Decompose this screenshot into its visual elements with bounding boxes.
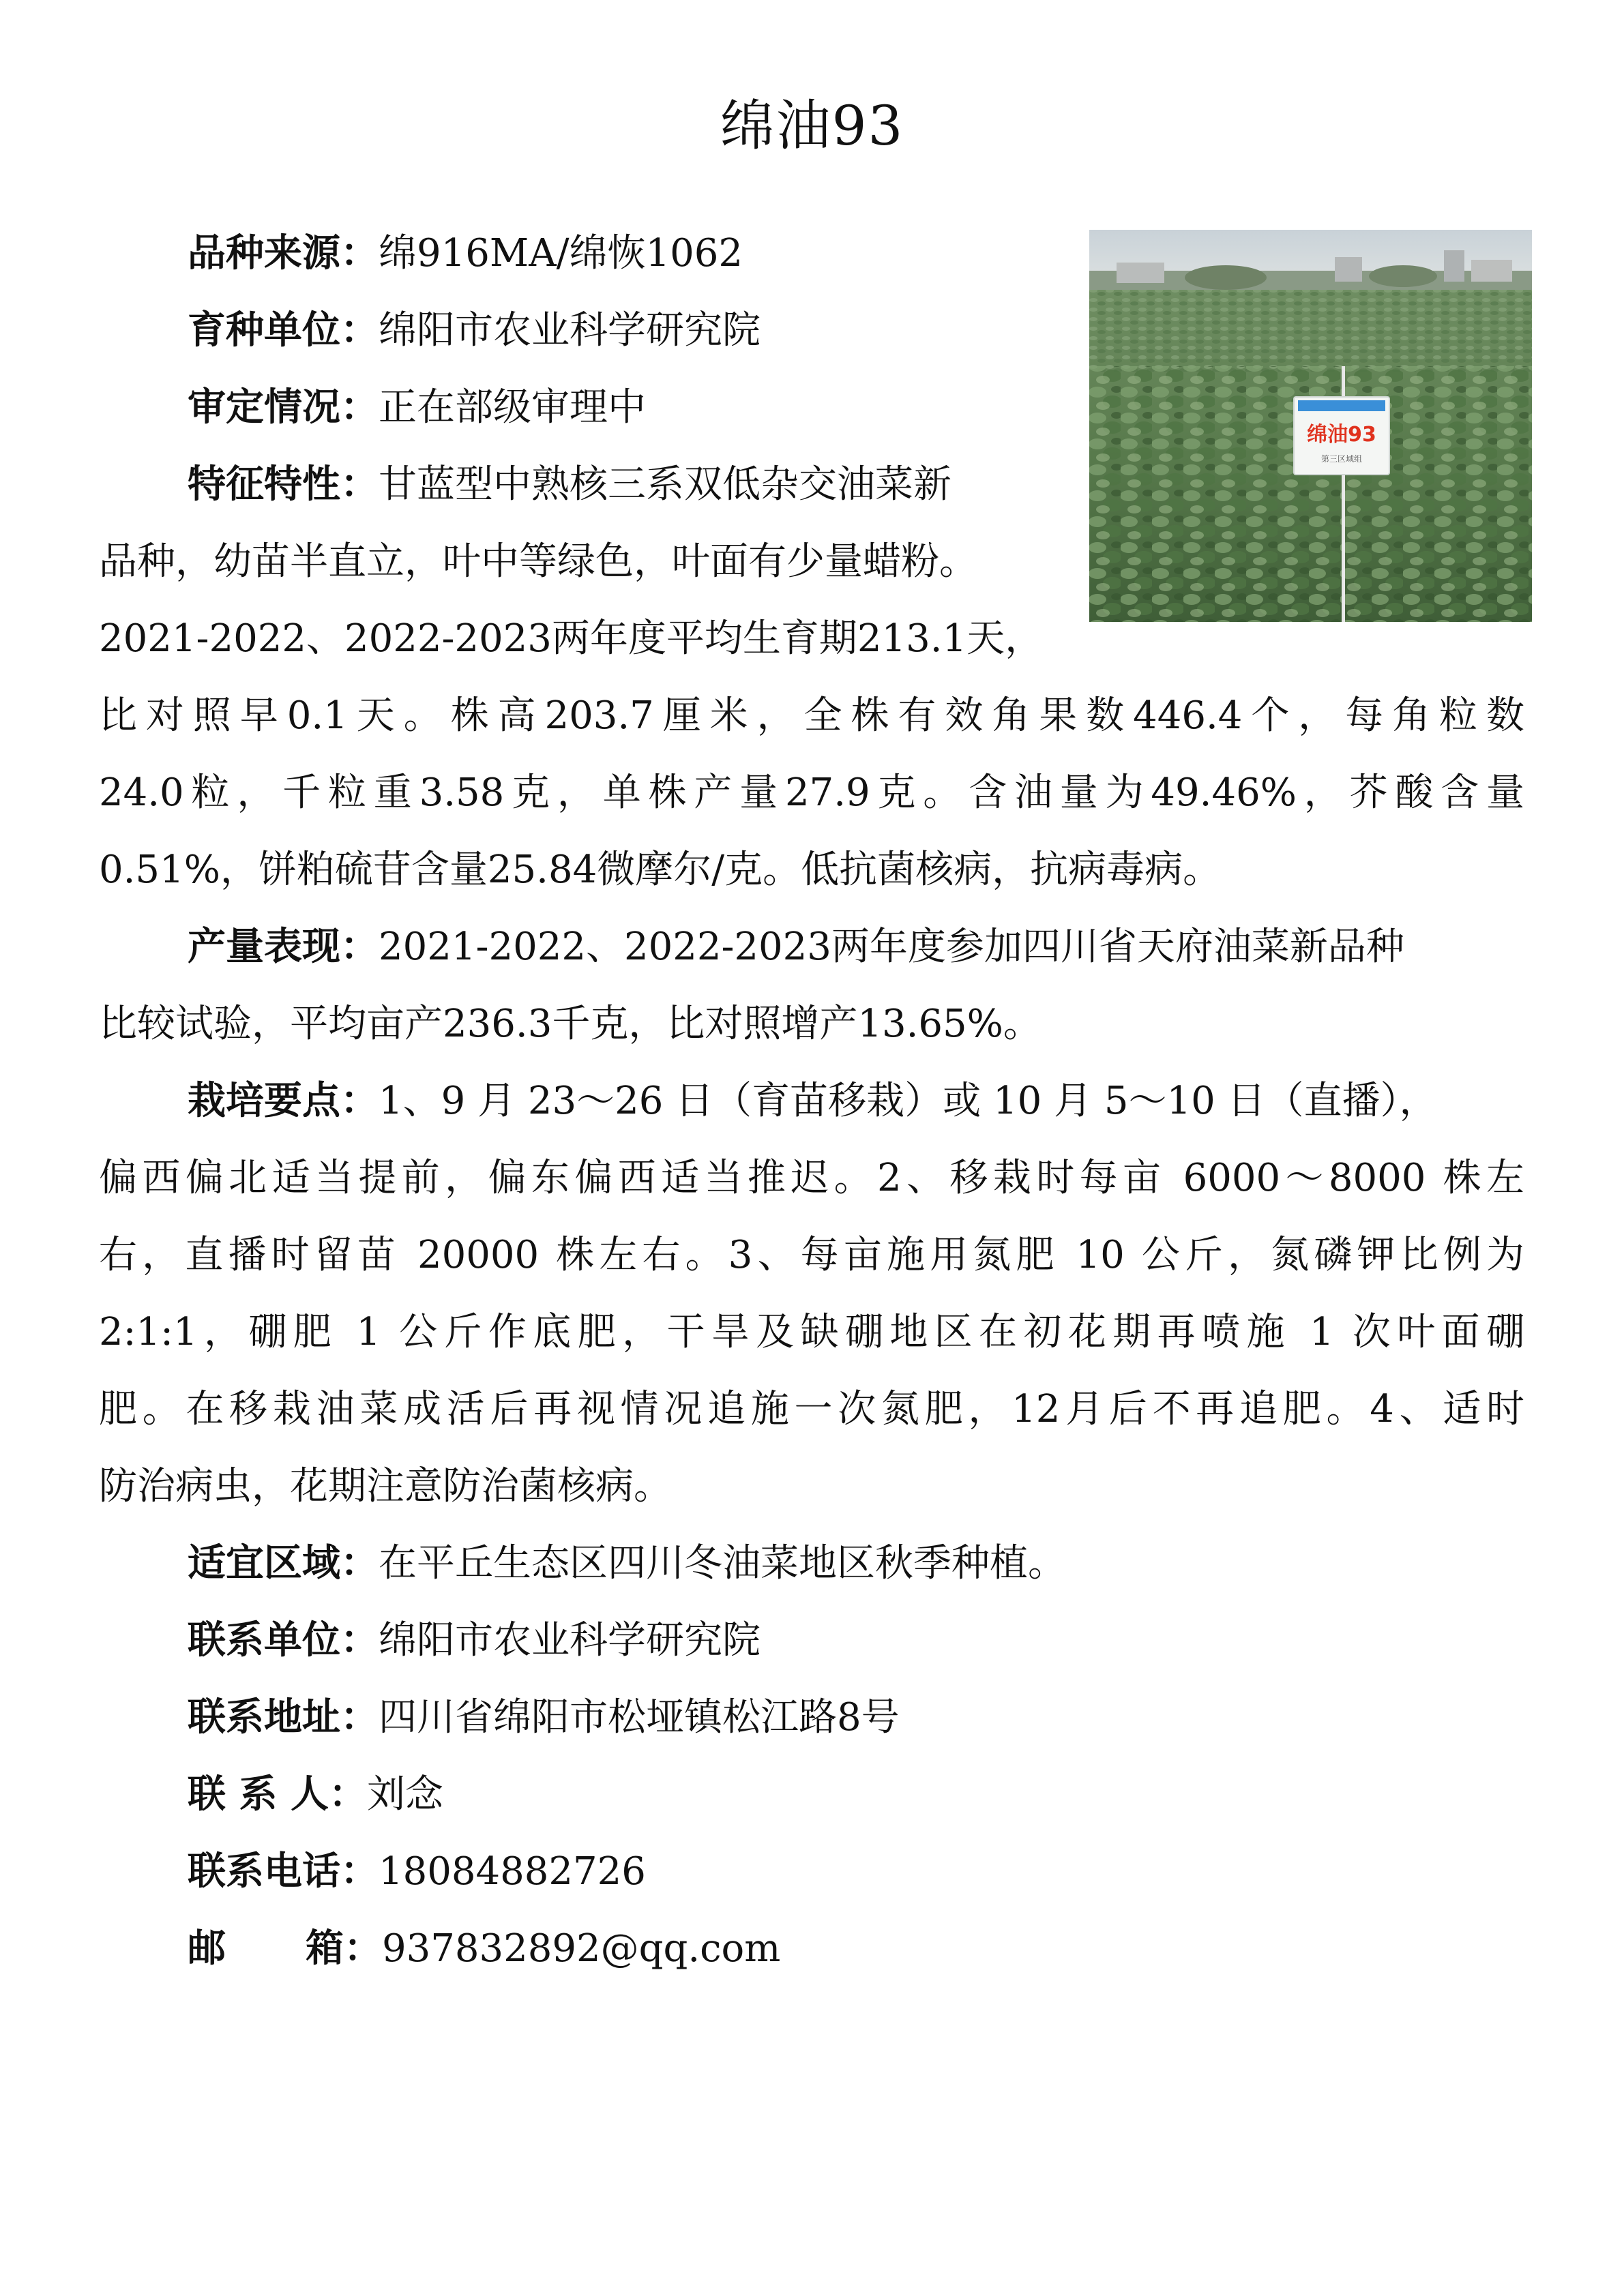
sign-title: 绵油93: [1307, 423, 1376, 447]
traits-label: 特征特性：: [188, 462, 379, 507]
field-approval-label: 审定情况：: [188, 385, 379, 430]
cultivation-text-4: 2:1:1，硼肥 1 公斤作底肥，干旱及缺硼地区在初花期再喷施 1 次叶面硼: [99, 1310, 1524, 1354]
cultivation-line-4: [99, 1294, 1524, 1371]
field-region: [188, 1525, 1066, 1602]
yield-text-1: 2021-2022、2022-2023两年度参加四川省天府油菜新品种: [379, 925, 1404, 969]
cultivation-text-3: 右，直播时留苗 20000 株左右。3、每亩施用氮肥 10 公斤，氮磷钾比例为: [99, 1233, 1524, 1277]
cultivation-label: 栽培要点：: [188, 1079, 379, 1123]
cultivation-text-6: 防治病虫，花期注意防治菌核病。: [99, 1464, 672, 1508]
field-region-value: 在平丘生态区四川冬油菜地区秋季种植。: [379, 1541, 1066, 1585]
traits-text-5: 24.0粒，千粒重3.58克，单株产量27.9克。含油量为49.46%，芥酸含量: [99, 771, 1524, 815]
cultivation-line-2: [99, 1139, 1524, 1217]
field-person-value: 刘念: [367, 1772, 443, 1817]
yield-text-2: 比较试验，平均亩产236.3千克，比对照增产13.65%。: [99, 1002, 1042, 1046]
variety-sign: [1294, 397, 1389, 475]
field-address-value: 四川省绵阳市松垭镇松江路8号: [379, 1695, 900, 1740]
yield-label: 产量表现：: [188, 925, 379, 969]
field-email-label: 邮 箱：: [188, 1926, 382, 1971]
field-phone: [188, 1833, 646, 1910]
traits-line-1: [188, 446, 951, 523]
field-email: [188, 1910, 780, 1987]
traits-text-1: 甘蓝型中熟核三系双低杂交油菜新: [379, 462, 951, 507]
traits-text-4: 比对照早0.1天。株高203.7厘米，全株有效角果数446.4个，每角粒数: [99, 694, 1524, 738]
field-approval-value: 正在部级审理中: [379, 385, 646, 430]
field-breeder-value: 绵阳市农业科学研究院: [379, 308, 761, 353]
traits-text-2: 品种，幼苗半直立，叶中等绿色，叶面有少量蜡粉。: [99, 539, 977, 584]
traits-line-6: [99, 831, 1221, 908]
field-phone-value: 18084882726: [379, 1849, 646, 1894]
field-approval: [188, 369, 646, 446]
field-email-value: 937832892@qq.com: [381, 1926, 781, 1971]
sign-subtitle: 第三区域组: [1320, 454, 1363, 464]
traits-text-6: 0.51%，饼粕硫苷含量25.84微摩尔/克。低抗菌核病，抗病毒病。: [99, 848, 1222, 892]
cultivation-line-5: [99, 1371, 1524, 1448]
cultivation-line-6: [99, 1448, 672, 1525]
yield-line-2: [99, 985, 1042, 1062]
field-breeder: [188, 292, 761, 369]
document-title: 绵油93: [720, 94, 904, 158]
field-person: [188, 1756, 443, 1833]
field-contact-unit-label: 联系单位：: [188, 1618, 379, 1663]
field-region-label: 适宜区域：: [188, 1541, 379, 1585]
field-address-label: 联系地址：: [188, 1695, 379, 1740]
field-source-label: 品种来源：: [188, 231, 379, 275]
traits-line-3: [99, 600, 1043, 677]
field-photo: [1089, 230, 1532, 622]
traits-text-3: 2021-2022、2022-2023两年度平均生育期213.1天，: [99, 616, 1044, 661]
traits-line-5: [99, 754, 1524, 831]
field-phone-label: 联系电话：: [188, 1849, 379, 1894]
field-source-value: 绵916MA/绵恢1062: [379, 231, 743, 275]
cultivation-line-3: [99, 1217, 1524, 1294]
field-address: [188, 1679, 900, 1756]
traits-line-4: [99, 677, 1524, 754]
field-source: [188, 215, 743, 292]
cultivation-line-1: [188, 1062, 1438, 1139]
yield-line-1: [188, 908, 1404, 985]
cultivation-text-2: 偏西偏北适当提前，偏东偏西适当推迟。2、移栽时每亩 6000～8000 株左: [99, 1156, 1524, 1200]
field-contact-unit-value: 绵阳市农业科学研究院: [379, 1618, 761, 1663]
traits-line-2: [99, 523, 977, 600]
field-person-label: 联 系 人：: [188, 1772, 367, 1817]
cultivation-text-1: 1、9 月 23～26 日（育苗移栽）或 10 月 5～10 日（直播），: [379, 1079, 1438, 1123]
field-contact-unit: [188, 1602, 761, 1679]
field-breeder-label: 育种单位：: [188, 308, 379, 353]
cultivation-text-5: 肥。在移栽油菜成活后再视情况追施一次氮肥，12月后不再追肥。4、适时: [99, 1387, 1524, 1431]
